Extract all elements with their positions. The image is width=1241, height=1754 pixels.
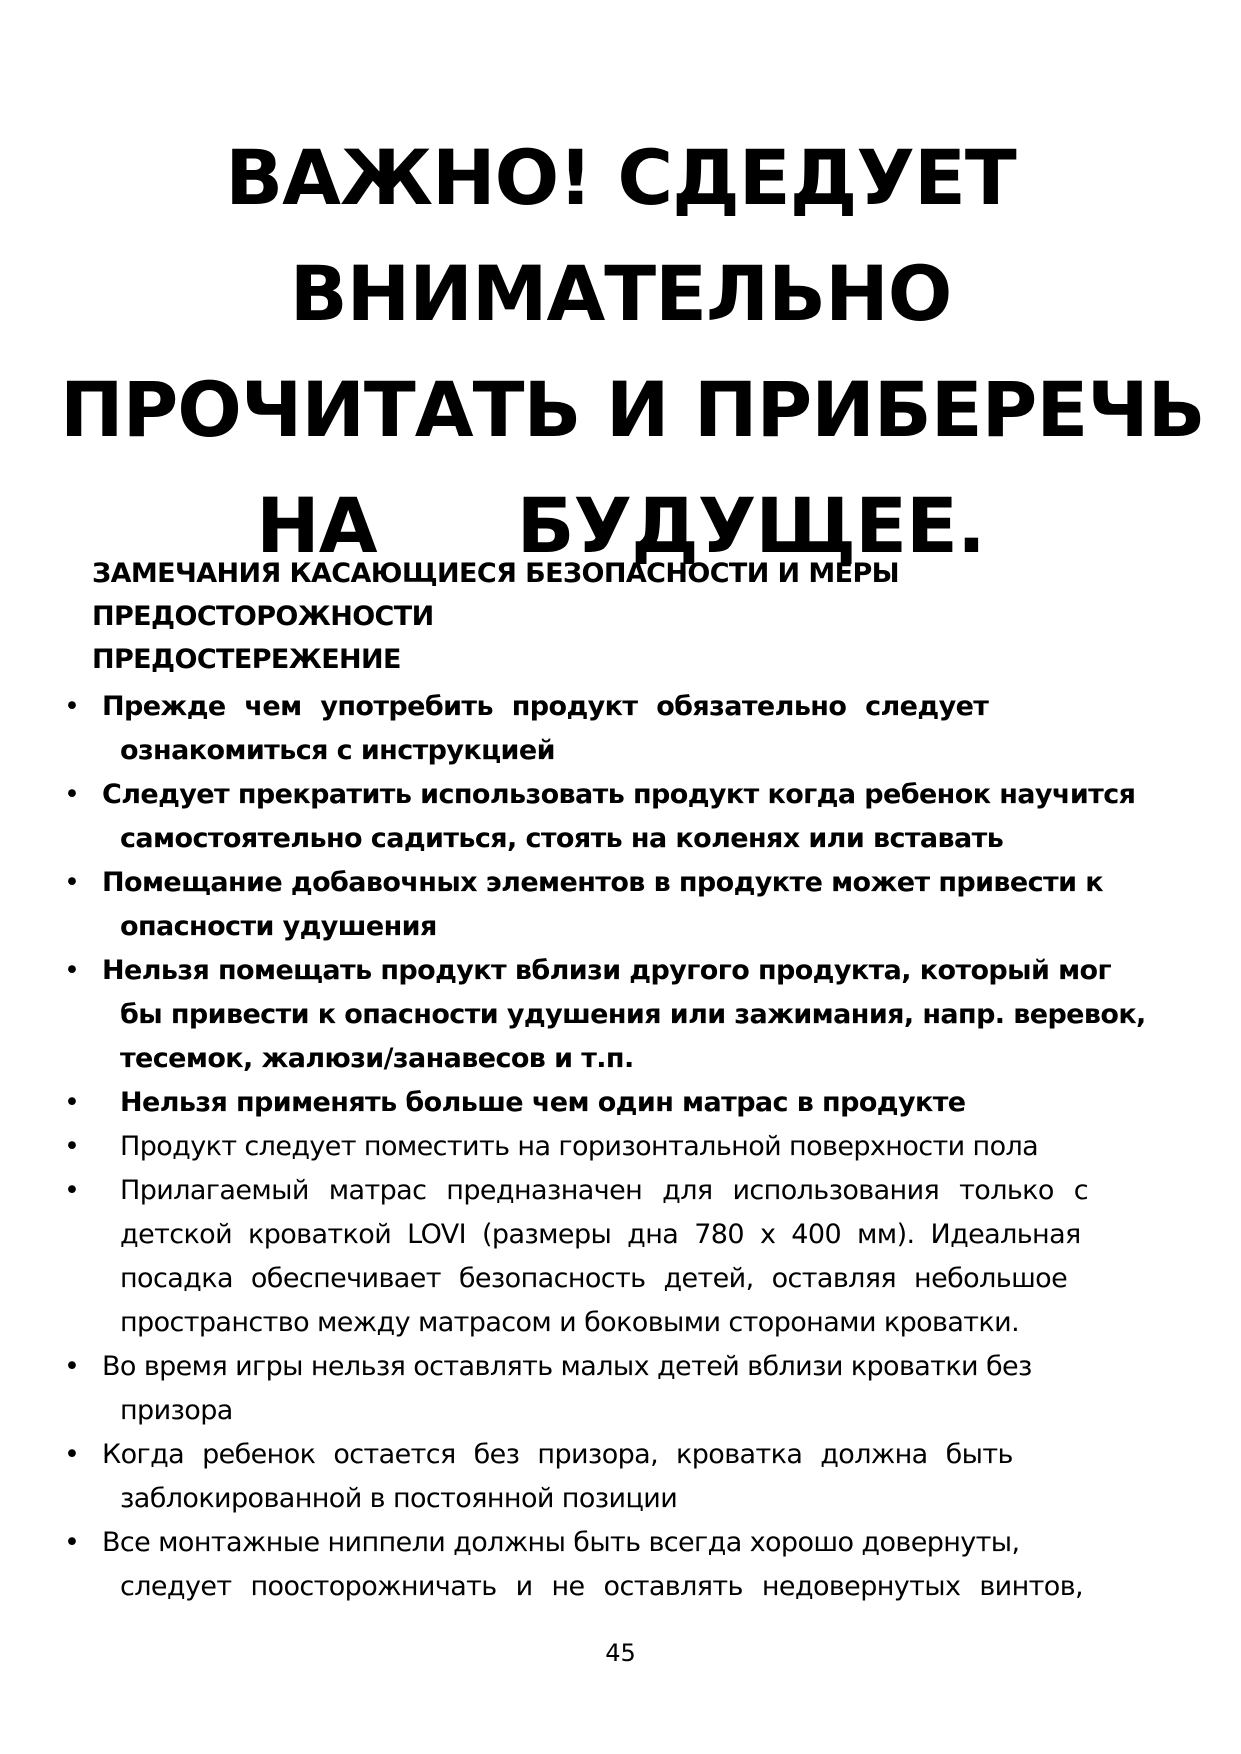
bullet-icon: • [64, 1131, 80, 1162]
bullet-icon: • [64, 1527, 80, 1558]
list-item: • Следует прекратить использовать продукт когда ребенок научится самостоятельно садиться, стоять на коленях или вставать [60, 773, 1170, 861]
list-item: • Нельзя применять больше чем один матрас в продукте [60, 1081, 1170, 1125]
list-item: • Все монтажные ниппели должны быть всегда хорошо довернуты, следует поосторожничать и не оставлять недовернутых винтов, [60, 1521, 1170, 1609]
bullet-icon: • [64, 1087, 80, 1118]
list-item: • Прилагаемый матрас предназначен для использования только с детской кроваткой LOVI (размеры дна 780 x 400 мм). Идеальная посадка обеспечивает безопасность детей, оставляя небольшое пространство между матрасом и боковыми сторонами кроватки. [60, 1169, 1170, 1345]
bullet-icon: • [64, 691, 80, 722]
title-line-4-part-b: БУДУЩЕЕ. [516, 481, 985, 570]
title-line-2: ВНИМАТЕЛЬНО [289, 249, 952, 338]
bullet-icon: • [64, 1351, 80, 1382]
section-heading-line-2: ПРЕДОСТОРОЖНОСТИ [92, 601, 434, 632]
section-heading-line-1: ЗАМЕЧАНИЯ КАСАЮЩИЕСЯ БЕЗОПАСНОСТИ И МЕРЫ [92, 558, 900, 589]
page-number: 45 [605, 1639, 636, 1667]
list-item: • Когда ребенок остается без призора, кроватка должна быть заблокированной в постоянной позиции [60, 1433, 1170, 1521]
bullet-icon: • [64, 955, 80, 986]
warning-heading: ПРЕДОСТЕРЕЖЕНИЕ [92, 644, 401, 675]
bullet-icon: • [64, 867, 80, 898]
title-line-3: ПРОЧИТАТЬ И ПРИБЕРЕЧЬ [60, 365, 1205, 454]
bullet-icon: • [64, 779, 80, 810]
section-heading [92, 552, 1152, 681]
list-item: • Во время игры нельзя оставлять малых детей вблизи кроватки без призора [60, 1345, 1170, 1433]
bullet-icon: • [64, 1439, 80, 1470]
list-item: • Помещание добавочных элементов в продукте может привести к опасности удушения [60, 861, 1170, 949]
list-item: • Продукт следует поместить на горизонтальной поверхности пола [60, 1125, 1170, 1169]
safety-list [60, 685, 1170, 1609]
page-title [60, 120, 1205, 584]
list-item: • Прежде чем употребить продукт обязательно следует ознакомиться с инструкцией [60, 685, 1170, 773]
title-line-1: ВАЖНО! СДЕДУЕТ [225, 133, 1016, 222]
list-item: • Нельзя помещать продукт вблизи другого продукта, который мог бы привести к опасности удушения или зажимания, напр. веревок, тесемок, жалюзи/занавесов и т.п. [60, 949, 1170, 1081]
bullet-icon: • [64, 1175, 80, 1206]
title-line-4-part-a: НА [256, 481, 377, 570]
